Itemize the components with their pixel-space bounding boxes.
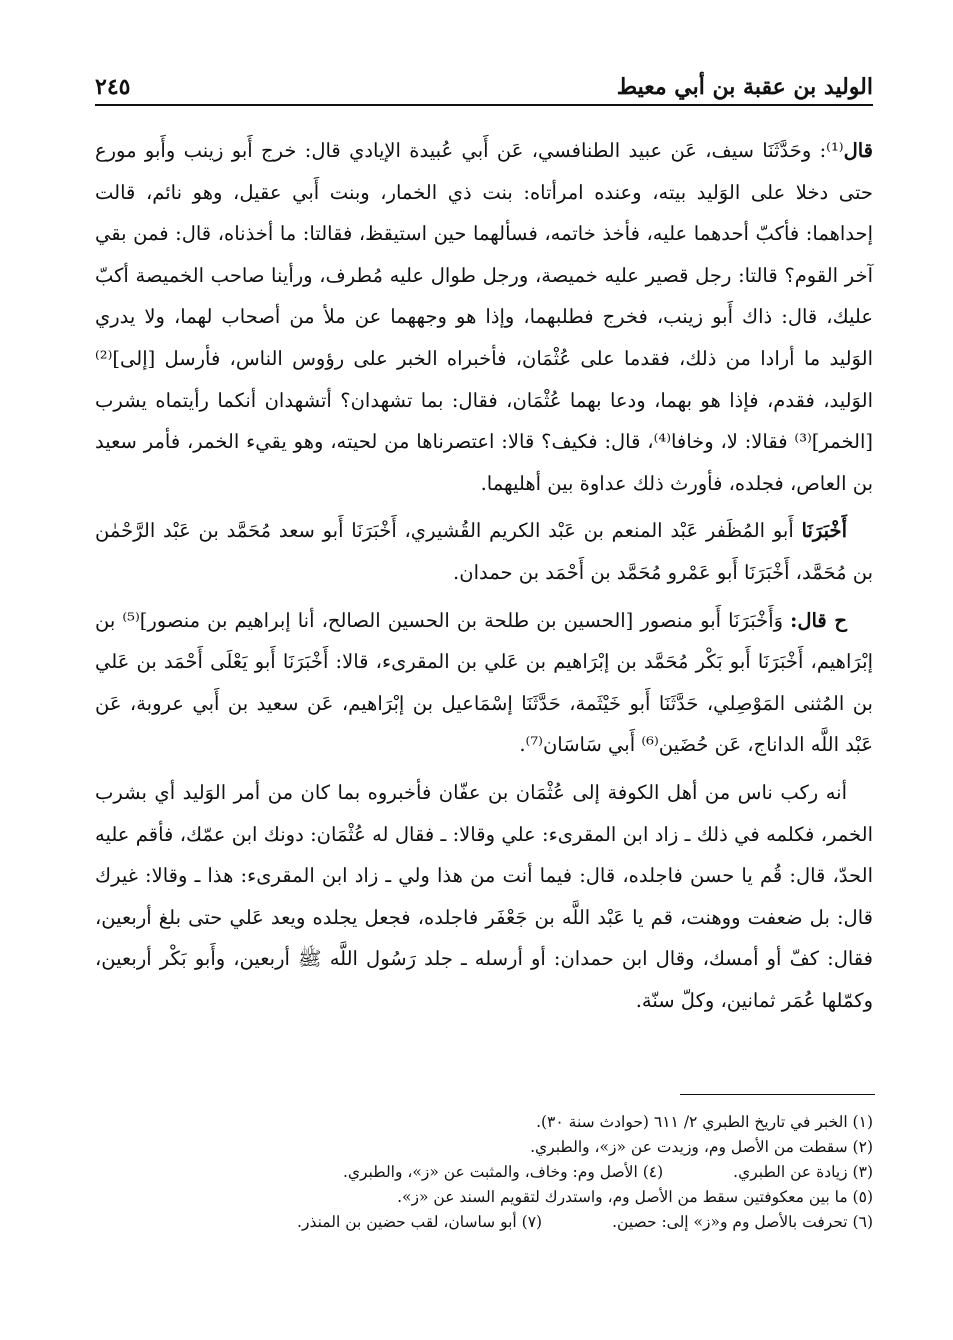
paragraph-1-lead: قال — [843, 139, 873, 162]
paragraph-4-text: أنه ركب ناس من أهل الكوفة إلى عُثْمَان بن عفّان فأخبروه بما كان من أمر الوَليد أي بشرب الخمر، فكلمه في ذلك ـ زاد ابن المقرىء: علي وقالا: ـ فقال له عُثْمَان: دونك ابن عمّك، فأقم عليه الحدّ، قال: قُم يا حسن فاجلده، قال: فيما أنت من هذا ولي ـ زاد ابن المقرىء: هذا ـ وقالا: غيرك قال: بل ضعفت ووهنت، قم يا عَبْد اللَّه بن جَعْفَر فاجلده، فجعل يجلده ويعد عَلي حتى بلغ أربعين، فقال: كفّ أو أمسك، وقال ابن حمدان: أو أرسله ـ جلد رَسُول اللَّه ﷺ أربعين، وأَبو بَكْر أربعين، وكمّلها عُمَر ثمانين، وكلّ سنّة. — [95, 780, 873, 1012]
footnote-1: (١) الخبر في تاريخ الطبري ٢/ ٦١١ (حوادث سنة ٣٠). — [536, 1113, 873, 1131]
paragraph-3 — [95, 600, 873, 766]
footnote-4: (٤) الأصل وم: وخاف، والمثبت عن «ز»، والطبري. — [342, 1163, 664, 1181]
paragraph-2-lead: أَخْبَرَنَا — [801, 519, 847, 543]
footnote-divider — [680, 1094, 875, 1095]
header-divider — [95, 104, 873, 106]
footnote-row — [120, 1110, 873, 1135]
footnote-3: (٣) زيادة عن الطبري. — [733, 1163, 873, 1181]
paragraph-1 — [95, 130, 873, 504]
page-number: ٢٤٥ — [95, 74, 131, 100]
footnote-5: (٥) ما بين معكوفتين سقط من الأصل وم، واستدرك لتقويم السند عن «ز». — [397, 1188, 873, 1206]
footnote-row — [120, 1210, 873, 1235]
footnote-6: (٦) تحرفت بالأصل وم و«ز» إلى: حصين. — [612, 1213, 873, 1231]
footnote-row — [120, 1135, 873, 1160]
footnote-2: (٢) سقطت من الأصل وم، وزيدت عن «ز»، والطبري. — [530, 1138, 873, 1156]
footnotes — [120, 1110, 873, 1235]
running-title: الوليد بن عقبة بن أبي معيط — [616, 74, 873, 100]
paragraph-1-text: ⁽¹⁾: وحَدَّثَنَا سيف، عَن عبيد الطنافسي، عَن أَبي عُبيدة الإيادي قال: خرج أَبو زينب وأَبو مورع حتى دخلا على الوَليد بيته، وعنده امرأتاه: بنت ذي الخمار، وبنت أَبي عقيل، وهو نائم، قالت إحداهما: فأكبّ أحدهما عليه، فأخذ خاتمه، فسألهما حين استيقظ، فقالتا: ما أخذناه، قال: فمن بقي آخر القوم؟ قالتا: رجل قصير عليه خميصة، ورجل طوال عليه مُطرف، ورأينا صاحب الخميصة أكبّ عليك، قال: ذاك أَبو زينب، فخرج فطلبهما، وإذا هو وجههما عن ملأ من أصحاب لهما، ولا يدري الوَليد ما أرادا من ذلك، فقدما على عُثْمَان، فأخبراه الخبر على رؤوس الناس، فأرسل [إلى]⁽²⁾ الوَليد، فقدم، فإذا هو بهما، ودعا بهما عُثْمَان، فقال: بما تشهدان؟ أتشهدان أنكما رأيتماه يشرب [الخمر]⁽³⁾ فقالا: لا، وخافا⁽⁴⁾، قال: فكيف؟ قالا: اعتصرناها من لحيته، وهو يقيء الخمر، فأمر سعيد بن العاص، فجلده، فأورث ذلك عداوة بين أهليهما. — [95, 139, 873, 495]
footnote-7: (٧) أبو ساسان، لقب حضين بن المنذر. — [297, 1213, 543, 1231]
paragraph-3-lead: ح قال: — [790, 608, 848, 632]
footnote-row — [120, 1185, 873, 1210]
footnote-row — [120, 1160, 873, 1185]
paragraph-2-text: أَبو المُظَفر عَبْد المنعم بن عَبْد الكريم القُشيري، أَخْبَرَنَا أَبو سعد مُحَمَّد بن عَبْد الرَّحْمٰن بن مُحَمَّد، أَخْبَرَنَا أَبو عَمْرو مُحَمَّد بن أَحْمَد بن حمدان. — [95, 519, 873, 584]
main-text — [95, 130, 873, 1027]
page-header — [95, 60, 873, 100]
paragraph-2 — [95, 510, 873, 593]
paragraph-3-text: وَأَخْبَرَنَا أَبو منصور [الحسين بن طلحة بن الحسين الصالح، أنا إبراهيم بن منصور]⁽⁵⁾ بن إبْرَاهيم، أَخْبَرَنَا أَبو بَكْر مُحَمَّد بن إبْرَاهيم بن عَلي بن المقرىء، قالا: أَخْبَرَنَا أَبو يَعْلَى أَحْمَد بن عَلي بن المُثنى المَوْصِلي، حَدَّثَنَا أَبو خَيْثَمة، حَدَّثَنَا إسْمَاعيل بن إبْرَاهيم، عَن سعيد بن أَبي عروبة، عَن عَبْد اللَّه الداناج، عَن حُضَين⁽⁶⁾ أَبي سَاسَان⁽⁷⁾. — [95, 608, 873, 757]
paragraph-4 — [95, 772, 873, 1022]
